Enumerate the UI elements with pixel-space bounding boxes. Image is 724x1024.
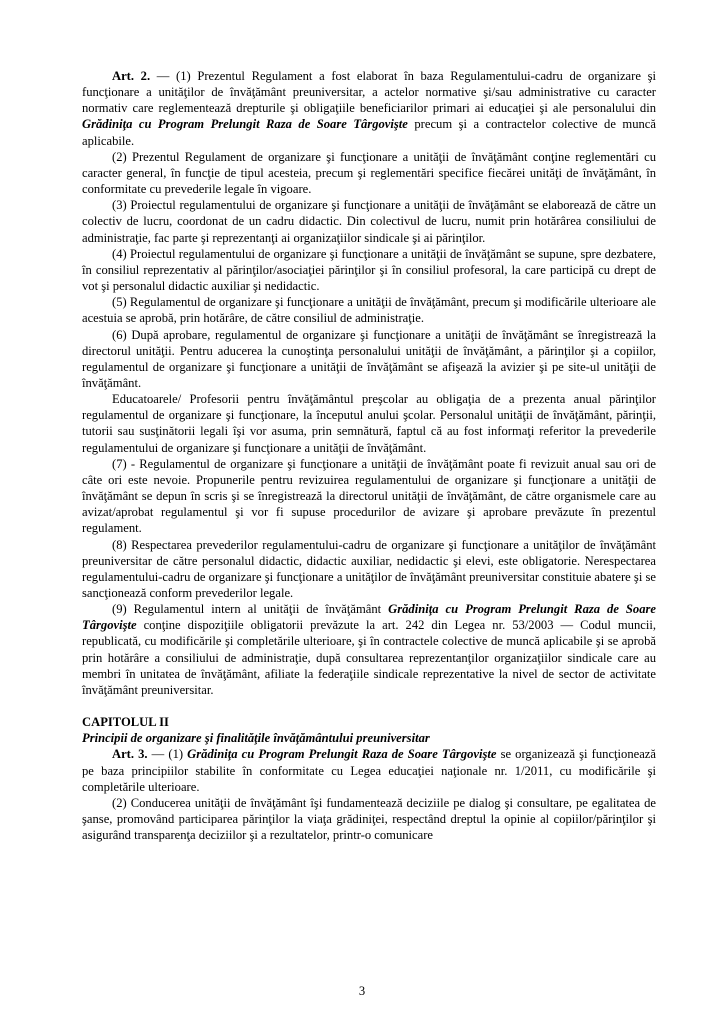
paragraph-text: precum şi a contractelor colective de muncă aplicabile. bbox=[82, 117, 656, 148]
art2-paragraph-4: (4) Proiectul regulamentului de organizare şi funcţionare a unităţii de învăţământ se supune, spre dezbatere, în consiliul reprezentativ al părinţilor/asociaţiei părinţilor şi în consiliul profesoral, la care participă cu drept de vot şi personalul didactic auxiliar şi nedidactic. bbox=[82, 246, 656, 294]
art3-paragraph-1 bbox=[82, 746, 656, 794]
art2-paragraph-2: (2) Prezentul Regulament de organizare şi funcţionare a unităţii de învăţământ conţine reglementări cu caracter general, în funcţie de tipul acesteia, precum şi reglementări specifice fiecărei unităţi de învăţământ, în conformitate cu prevederile legale în vigoare. bbox=[82, 149, 656, 197]
art2-paragraph-6b: Educatoarele/ Profesorii pentru învăţământul preşcolar au obligaţia de a prezenta anual părinţilor regulamentul de organizare şi funcţionare, la începutul anului şcolar. Personalul unităţii de învăţământ, părinţii, tutorii sau susţinătorii legali îşi vor asuma, prin semnătură, faptul că au fost informaţi referitor la prevederile regulamentului de organizare şi funcţionare a unităţii de învăţământ. bbox=[82, 392, 656, 455]
paragraph-text: se organizează şi funcţionează pe baza principiilor stabilite în conformitate cu Legea educaţiei naţionale nr. 1/2011, cu modificările şi completările ulterioare. bbox=[82, 747, 656, 794]
article-label: Art. 2. bbox=[112, 69, 151, 83]
art2-paragraph-8: (8) Respectarea prevederilor regulamentului-cadru de organizare şi funcţionare a unităţilor de învăţământ preuniversitar de către personalul didactic, didactic auxiliar, nedidactic şi elevi, este obligatorie. Nerespectarea regulamentului-cadru de organizare şi funcţionare a unităţilor de învăţământ preuniversitar constituie abatere şi se sancţionează conform prevederilor legale. bbox=[82, 537, 656, 600]
art2-paragraph-9 bbox=[82, 601, 656, 698]
art2-paragraph-1 bbox=[82, 68, 656, 149]
chapter-subtitle: Principii de organizare şi finalităţile învăţământului preuniversitar bbox=[82, 731, 430, 746]
page-number: 3 bbox=[358, 984, 366, 998]
art2-paragraph-6: (6) După aprobare, regulamentul de organizare şi funcţionare a unităţii de învăţământ se înregistrează la directorul unităţii. Pentru aducerea la cunoştinţa personalului unităţii de învăţământ, a părinţilor şi a copiilor, regulamentul de organizare şi funcţionare a unităţii de învăţământ se afişează la avizier şi pe site-ul unităţii de învăţământ. bbox=[82, 327, 656, 390]
paragraph-text: — (1) Prezentul Regulament a fost elaborat în baza Regulamentului-cadru de organizare şi funcţionare a unităţilor de învăţământ preuniversitar, a actelor normative şi/sau administrative cu caracter normativ care reglementează drepturile şi obligaţiile beneficiarilor primari ai educaţiei şi ale personalului din bbox=[82, 69, 656, 116]
document-body bbox=[82, 68, 656, 843]
paragraph-text: — (1) bbox=[147, 747, 188, 762]
art2-paragraph-7: (7) - Regulamentul de organizare şi funcţionare a unităţii de învăţământ poate fi revizuit anual sau ori de câte ori este nevoie. Propunerile pentru revizuirea regulamentului de organizare şi funcţionare a unităţii de învăţământ se depun în scris şi se înregistrează la directorul unităţii de învăţământ, de către organismele care au avizat/aprobat regulamentul şi vor fi supuse procedurilor de avizare şi aprobare prevăzute în prezentul regulament. bbox=[82, 456, 656, 536]
institution-name: Grădiniţa cu Program Prelungit Raza de Soare Târgovişte bbox=[82, 117, 408, 132]
section-spacer bbox=[82, 698, 656, 714]
paragraph-text: conţine dispoziţiile obligatorii prevăzute la art. 242 din Legea nr. 53/2003 — Codul muncii, republicată, cu modificările şi completările ulterioare, şi în contractele colective de muncă aplicabile şi se aprobă prin hotărâre a consiliului de administraţie, după consultarea reprezentanţilor organizaţiilor sindicale care au membri în unitatea de învăţământ, afiliate la federaţiile sindicale reprezentative la nivel de sector de activitate învăţământ preuniversitar. bbox=[82, 618, 656, 697]
art3-paragraph-2: (2) Conducerea unităţii de învăţământ îşi fundamentează deciziile pe dialog şi consultare, pe egalitatea de şanse, promovând participarea părinţilor la viaţa grădiniţei, respectând dreptul la opinie al copiilor/părinţilor şi asigurând transparenţa deciziilor şi a rezultatelor, printr-o comunicare bbox=[82, 795, 656, 843]
institution-name: Grădiniţa cu Program Prelungit Raza de Soare Târgovişte bbox=[187, 747, 497, 762]
institution-name: Grădiniţa cu Program Prelungit Raza de Soare Târgovişte bbox=[82, 602, 656, 633]
paragraph-text: (9) Regulamentul intern al unităţii de învăţământ bbox=[112, 602, 389, 617]
chapter-title: CAPITOLUL II bbox=[82, 715, 169, 730]
art2-paragraph-5: (5) Regulamentul de organizare şi funcţionare a unităţii de învăţământ, precum şi modificările ulterioare ale acestuia se aprobă, prin hotărâre, de către consiliul de administraţie. bbox=[82, 295, 656, 326]
article-label: Art. 3. bbox=[112, 747, 148, 762]
art2-paragraph-3: (3) Proiectul regulamentului de organizare şi funcţionare a unităţii de învăţământ se elaborează de către un colectiv de lucru, coordonat de un cadru didactic. Din colectivul de lucru, numit prin hotărârea consiliului de administraţie, fac parte şi reprezentanţi ai organizaţiilor sindicale şi ai părinţilor. bbox=[82, 198, 656, 245]
